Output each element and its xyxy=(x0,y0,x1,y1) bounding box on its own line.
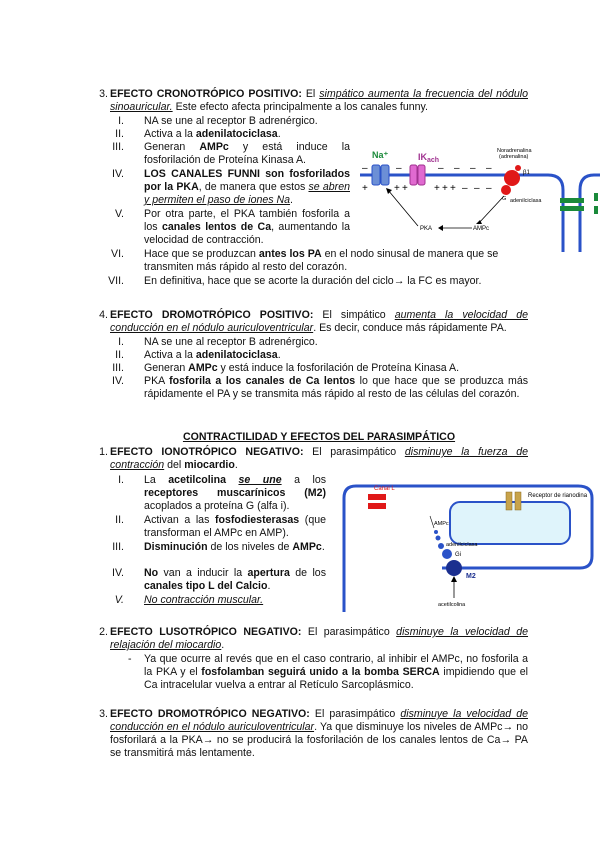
noradrenaline-label: Noradrenalina xyxy=(497,148,532,154)
beta1-receptor-icon xyxy=(504,170,520,186)
m2-label: M2 xyxy=(466,573,476,580)
list-item: Activa a la adenilatociclasa. xyxy=(144,349,281,361)
canal-l-label: Canal L xyxy=(374,486,395,492)
minus-charge: – xyxy=(462,183,468,194)
roman-numeral: V. xyxy=(114,208,124,220)
parasympathetic-1-heading: EFECTO IONOTRÓPICO NEGATIVO: El parasimpático disminuye la fuerza de contracción del miocardio. xyxy=(110,446,528,471)
parasympathetic-pathway-diagram xyxy=(338,478,598,612)
adenilciclasa-icon xyxy=(438,543,444,549)
section-number: 3. xyxy=(99,708,108,720)
roman-numeral: I. xyxy=(118,115,124,127)
gap-junction-icon xyxy=(560,206,584,211)
arrow-head xyxy=(438,225,443,231)
g-protein-icon xyxy=(501,185,511,195)
list-item: Ya que ocurre al revés que en el caso contrario, al inhibir el AMPc, no fosforila a la PKA y el fosfolamban seguirá unido a la bomba SERCA impidiendo que el Ca intracelular vuelva a entrar al Retículo Sarcoplásmico. xyxy=(144,653,528,691)
list-item: PKA fosforila a los canales de Ca lentos lo que hace que se produzca más rápidamente el PA y se transmita más rápido al resto de las células del corazón. xyxy=(144,375,529,400)
ikach-label: $IK_{ach}$ xyxy=(418,152,440,164)
roman-numeral: III. xyxy=(112,141,124,153)
gap-junction-icon xyxy=(594,193,598,201)
list-item: Generan AMPc y está induce la fosforilación de Proteína Kinasa A. xyxy=(144,362,460,374)
list-item: No contracción muscular. xyxy=(144,594,264,606)
noradrenaline-label-2: (adrenalina) xyxy=(499,154,529,160)
roman-numeral: VI. xyxy=(111,248,124,260)
minus-charge: – xyxy=(362,163,368,174)
roman-numeral: III. xyxy=(112,362,124,374)
section-number: 2. xyxy=(99,626,108,638)
list-item: En definitiva, hace que se acorte la duración del ciclo→ la FC es mayor. xyxy=(144,275,482,287)
list-item: No van a inducir la apertura de los canales tipo L del Calcio. xyxy=(144,567,326,592)
bullet: - xyxy=(128,653,132,665)
beta1-label: β1 xyxy=(523,170,530,176)
plus-charge: + xyxy=(394,183,400,194)
roman-numeral: VII. xyxy=(108,275,124,287)
plus-charge: + xyxy=(450,183,456,194)
ikach-channel-icon xyxy=(418,165,425,185)
ampc-icon xyxy=(434,530,438,534)
ampc-label: AMPc xyxy=(434,521,449,527)
ryanodine-receptor-icon xyxy=(515,492,521,510)
gap-junction-icon xyxy=(560,198,584,203)
noradrenaline-icon xyxy=(515,165,521,171)
emphasis-text: disminuye la velocidad de relajación del miocardio xyxy=(110,626,529,651)
l-type-calcium-channel-icon xyxy=(368,503,386,509)
gi-protein-icon xyxy=(442,549,452,559)
list-item: NA se une al receptor B adrenérgico. xyxy=(144,336,318,348)
minus-charge: – xyxy=(454,163,460,174)
list-item: NA se une al receptor B adrenérgico. xyxy=(144,115,318,127)
ampc-label: AMPc xyxy=(473,226,490,232)
na-label: Na⁺ xyxy=(372,150,389,160)
roman-numeral: II. xyxy=(115,349,124,361)
list-item: Generan AMPc y está induce la fosforilación de Proteína Kinasa A. xyxy=(144,141,351,166)
list-item: Por otra parte, el PKA también fosforila a los canales lentos de Ca, aumentando la velocidad de contracción. xyxy=(144,208,350,246)
plus-charge: + xyxy=(434,183,440,194)
list-item: LOS CANALES FUNNI son fosforilados por la PKA, de manera que estos se abren y permiten el paso de iones Na. xyxy=(144,168,350,206)
gap-junction-icon xyxy=(594,206,598,214)
list-item: Hace que se produzcan antes los PA en el nodo sinusal de manera que se transmiten más rápido al resto del corazón. xyxy=(144,248,499,273)
sympathetic-pathway-diagram xyxy=(358,138,600,252)
plus-charge: + xyxy=(362,183,368,194)
emphasis-text: aumenta la velocidad de conducción en el nódulo auriculoventricular xyxy=(110,309,528,334)
section-number: 4. xyxy=(99,309,108,321)
emphasis-text: disminuye la velocidad de conducción en el nódulo auriculoventricular xyxy=(110,708,528,733)
list-item: Activa a la adenilatociclasa. xyxy=(144,128,281,140)
minus-charge: – xyxy=(470,163,476,174)
section-number: 3. xyxy=(99,88,108,100)
section-title: EFECTO DROMOTRÓPICO NEGATIVO: xyxy=(110,708,310,720)
roman-numeral: V. xyxy=(114,594,124,606)
roman-numeral: IV. xyxy=(112,567,124,579)
arrow-line xyxy=(478,196,507,224)
section-number: 1. xyxy=(99,446,108,458)
roman-numeral: I. xyxy=(118,474,124,486)
roman-numeral: I. xyxy=(118,336,124,348)
na-channel-icon xyxy=(381,165,389,185)
emphasis-text: disminuye la fuerza de contracción xyxy=(110,446,528,471)
section-heading: CONTRACTILIDAD Y EFECTOS DEL PARASIMPÁTICO xyxy=(182,431,456,443)
roman-numeral: IV. xyxy=(112,168,124,180)
minus-charge: – xyxy=(474,183,480,194)
acetilcolina-label: acetilcolina xyxy=(438,602,466,608)
ampc-icon xyxy=(436,536,441,541)
plus-charge: + xyxy=(442,183,448,194)
section-title: EFECTO DROMOTRÓPICO POSITIVO: xyxy=(110,309,314,321)
minus-charge: – xyxy=(486,163,492,174)
ryr-label: Receptor de rianodina xyxy=(528,493,588,499)
section-title: EFECTO IONOTRÓPICO NEGATIVO: xyxy=(110,446,304,458)
section-title: EFECTO LUSOTRÓPICO NEGATIVO: xyxy=(110,626,302,638)
gi-label: Gi xyxy=(455,552,461,558)
ryanodine-receptor-icon xyxy=(506,492,512,510)
m2-receptor-icon xyxy=(446,560,462,576)
l-type-calcium-channel-icon xyxy=(368,494,386,500)
list-item: Activan a las fosfodiesterasas (que transforman el AMPc en AMP). xyxy=(144,514,326,539)
section-4-heading: EFECTO DROMOTRÓPICO POSITIVO: El simpático aumenta la velocidad de conducción en el nódulo auriculoventricular. Es decir, conduce más rápidamente PA. xyxy=(110,309,528,334)
roman-numeral: II. xyxy=(115,128,124,140)
minus-charge: – xyxy=(438,163,444,174)
adenilciclasa-label: adenilciclasa xyxy=(510,198,542,204)
adenilciclasa-label: adenilciclasa xyxy=(446,542,478,548)
parasympathetic-3-heading: EFECTO DROMOTRÓPICO NEGATIVO: El parasimpático disminuye la velocidad de conducción en el nódulo auriculoventricular. Ya que disminuye los niveles de AMPc→ no fosforilará a la PKA→ no se producirá la fosforilación de los canales lentos de Ca→ PA se transmitirá más lentamente. xyxy=(110,708,528,759)
ikach-channel-icon xyxy=(410,165,417,185)
emphasis-text: simpático aumenta la frecuencia del nódulo sinoauricular. xyxy=(110,88,528,113)
section-3-heading: EFECTO CRONOTRÓPICO POSITIVO: El simpático aumenta la frecuencia del nódulo sinoauricular. Este efecto afecta principalmente a los canales funny. xyxy=(110,88,528,113)
roman-numeral: IV. xyxy=(112,375,124,387)
section-title: EFECTO CRONOTRÓPICO POSITIVO: xyxy=(110,88,302,100)
parasympathetic-2-heading: EFECTO LUSOTRÓPICO NEGATIVO: El parasimpático disminuye la velocidad de relajación del miocardio. xyxy=(110,626,529,651)
gs-label: G xyxy=(502,196,507,202)
minus-charge: – xyxy=(486,183,492,194)
pka-label: PKA xyxy=(420,226,433,232)
arrow-line xyxy=(388,190,418,226)
list-item: La acetilcolina se une a los receptores muscarínicos (M2) acoplados a proteína G (alfa i). xyxy=(144,474,327,512)
arrow-head xyxy=(451,576,457,582)
minus-charge: – xyxy=(396,163,402,174)
list-item: Disminución de los niveles de AMPc. xyxy=(144,541,325,553)
roman-numeral: III. xyxy=(112,541,124,553)
plus-charge: + xyxy=(402,183,408,194)
roman-numeral: II. xyxy=(115,514,124,526)
na-channel-icon xyxy=(372,165,380,185)
